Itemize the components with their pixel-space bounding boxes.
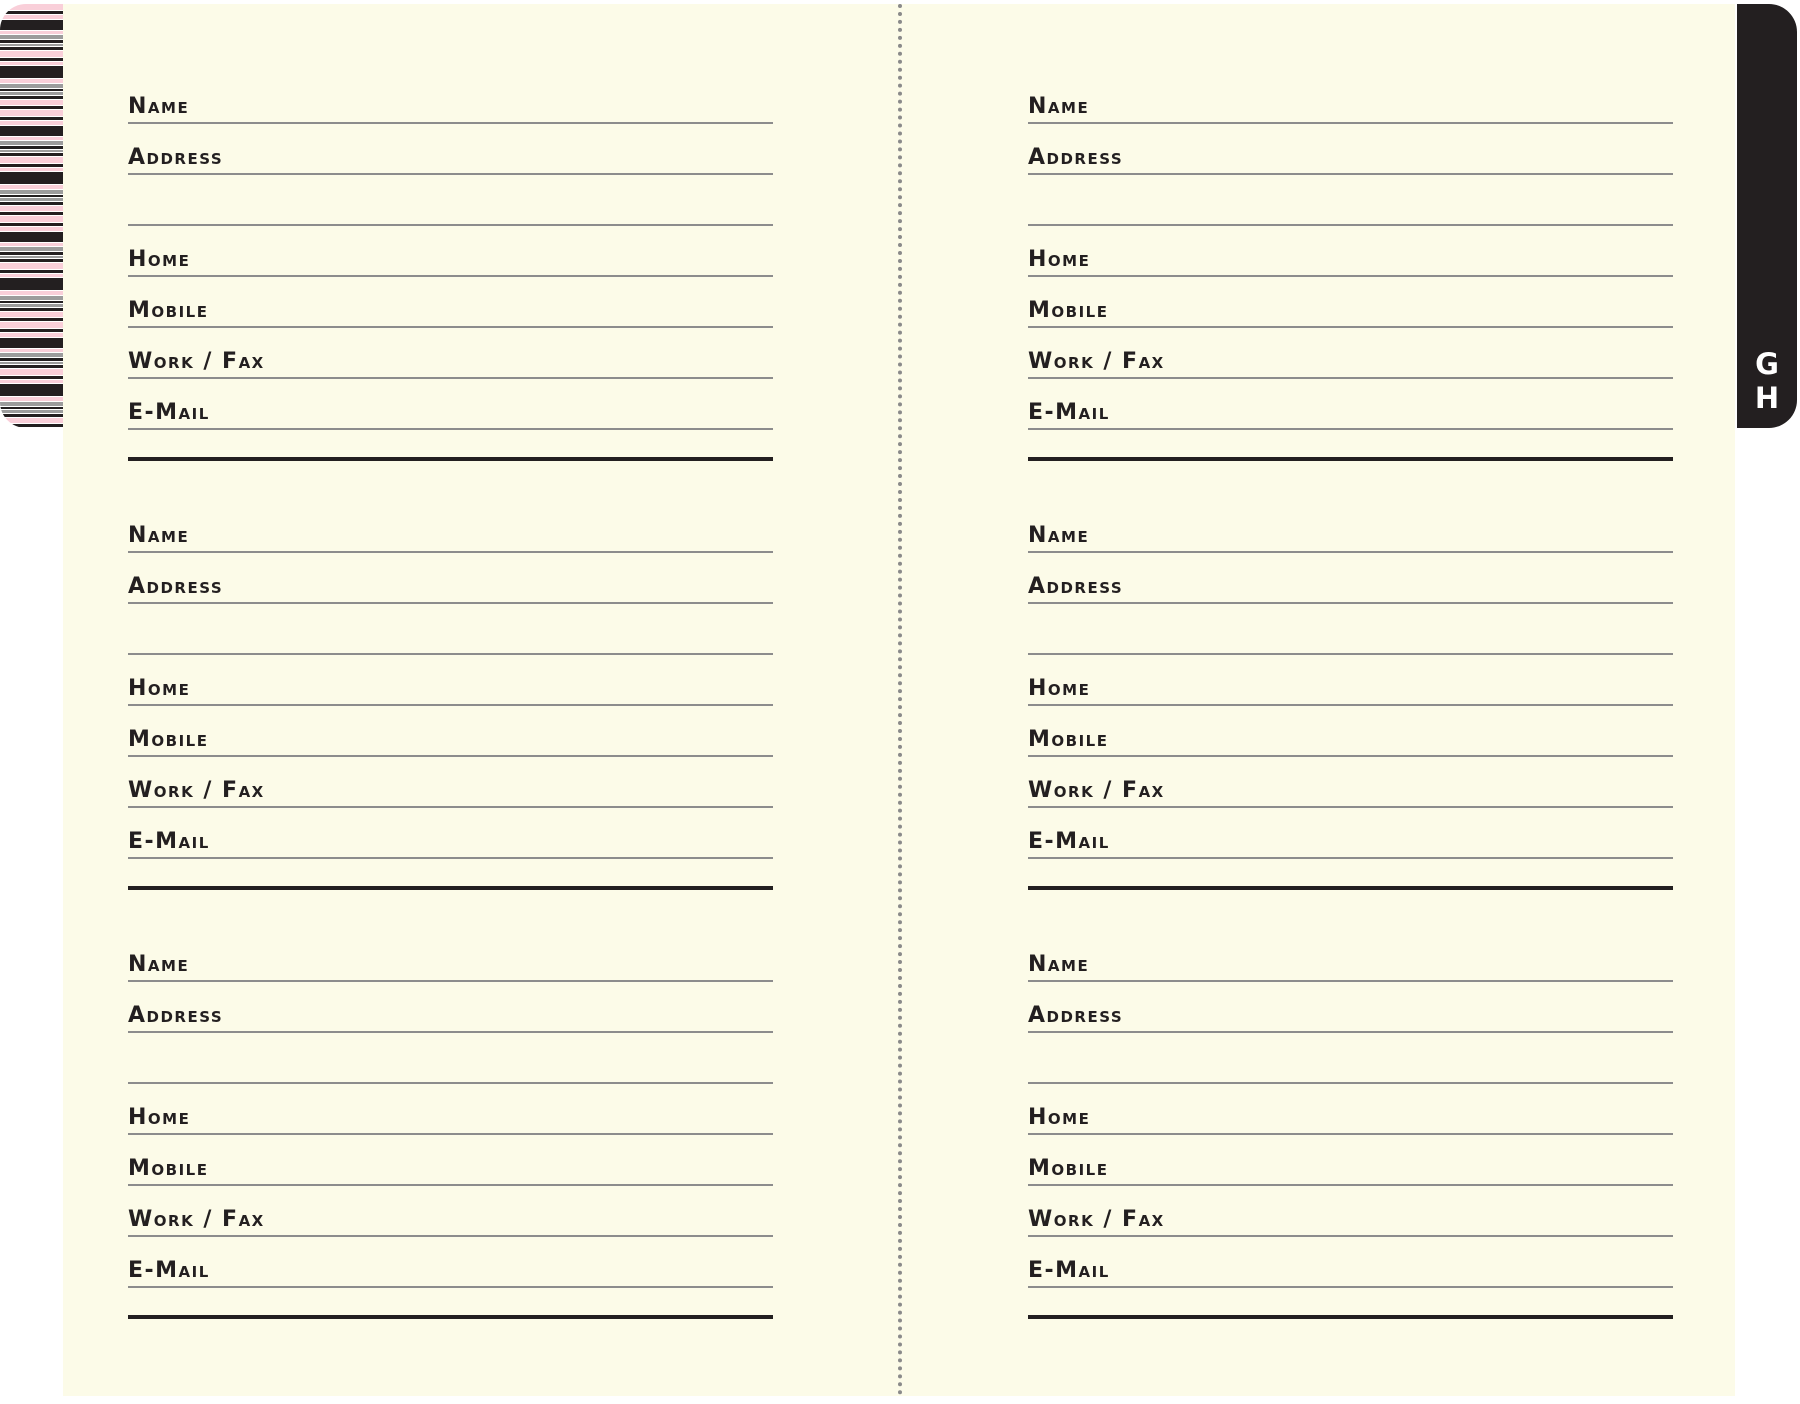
home-label: Home (128, 247, 191, 272)
name-field[interactable] (1028, 502, 1673, 553)
contact-entry (128, 29, 773, 457)
address-label: Address (1028, 1003, 1124, 1028)
contact-entry (128, 887, 773, 1315)
home-phone-field[interactable] (1028, 226, 1673, 277)
contact-entry (128, 458, 773, 886)
address-label: Address (1028, 145, 1124, 170)
address-line-2-field[interactable] (1028, 1033, 1673, 1084)
mobile-label: Mobile (128, 298, 209, 323)
alphabet-index-tab[interactable] (1737, 4, 1797, 428)
work-fax-label: Work / Fax (128, 349, 265, 374)
email-field[interactable] (128, 808, 773, 859)
mobile-field[interactable] (1028, 1135, 1673, 1186)
address-field[interactable] (1028, 553, 1673, 604)
home-phone-field[interactable] (128, 1084, 773, 1135)
mobile-field[interactable] (128, 1135, 773, 1186)
address-line-2-field[interactable] (128, 175, 773, 226)
home-label: Home (1028, 1105, 1091, 1130)
name-field[interactable] (128, 931, 773, 982)
index-tab-letter-g: G (1755, 347, 1779, 381)
contact-entry (1028, 29, 1673, 457)
mobile-field[interactable] (128, 277, 773, 328)
name-label: Name (1028, 523, 1090, 548)
email-label: E-Mail (128, 1258, 210, 1283)
work-fax-field[interactable] (1028, 1186, 1673, 1237)
address-field[interactable] (128, 982, 773, 1033)
address-label: Address (128, 574, 224, 599)
address-line-2-field[interactable] (128, 604, 773, 655)
home-label: Home (1028, 247, 1091, 272)
name-label: Name (128, 94, 190, 119)
name-label: Name (128, 523, 190, 548)
home-phone-field[interactable] (1028, 655, 1673, 706)
book-spine-stitching (898, 4, 902, 1396)
work-fax-field[interactable] (1028, 328, 1673, 379)
work-fax-field[interactable] (128, 1186, 773, 1237)
work-fax-label: Work / Fax (128, 1207, 265, 1232)
mobile-field[interactable] (1028, 706, 1673, 757)
address-field[interactable] (128, 553, 773, 604)
work-fax-field[interactable] (1028, 757, 1673, 808)
striped-page-edge (0, 4, 63, 428)
email-field[interactable] (1028, 808, 1673, 859)
address-label: Address (1028, 574, 1124, 599)
email-label: E-Mail (1028, 1258, 1110, 1283)
name-label: Name (1028, 94, 1090, 119)
entry-divider (128, 1315, 773, 1319)
index-tab-letter-h: H (1754, 381, 1780, 415)
email-label: E-Mail (128, 829, 210, 854)
home-phone-field[interactable] (1028, 1084, 1673, 1135)
home-label: Home (128, 1105, 191, 1130)
work-fax-label: Work / Fax (1028, 349, 1165, 374)
work-fax-label: Work / Fax (1028, 1207, 1165, 1232)
work-fax-label: Work / Fax (1028, 778, 1165, 803)
address-line-2-field[interactable] (1028, 604, 1673, 655)
contact-entry (1028, 458, 1673, 886)
name-field[interactable] (128, 502, 773, 553)
address-label: Address (128, 145, 224, 170)
work-fax-field[interactable] (128, 328, 773, 379)
work-fax-label: Work / Fax (128, 778, 265, 803)
address-line-2-field[interactable] (128, 1033, 773, 1084)
name-label: Name (128, 952, 190, 977)
email-label: E-Mail (1028, 400, 1110, 425)
entry-divider (1028, 1315, 1673, 1319)
address-label: Address (128, 1003, 224, 1028)
address-line-2-field[interactable] (1028, 175, 1673, 226)
home-phone-field[interactable] (128, 226, 773, 277)
home-label: Home (128, 676, 191, 701)
name-field[interactable] (128, 73, 773, 124)
name-field[interactable] (1028, 931, 1673, 982)
address-field[interactable] (1028, 982, 1673, 1033)
work-fax-field[interactable] (128, 757, 773, 808)
email-field[interactable] (1028, 1237, 1673, 1288)
mobile-field[interactable] (128, 706, 773, 757)
email-label: E-Mail (128, 400, 210, 425)
mobile-label: Mobile (1028, 1156, 1109, 1181)
name-field[interactable] (1028, 73, 1673, 124)
home-phone-field[interactable] (128, 655, 773, 706)
email-label: E-Mail (1028, 829, 1110, 854)
email-field[interactable] (128, 1237, 773, 1288)
mobile-label: Mobile (128, 1156, 209, 1181)
striped-pattern-icon (0, 4, 63, 428)
mobile-label: Mobile (1028, 298, 1109, 323)
email-field[interactable] (128, 379, 773, 430)
contact-entry (1028, 887, 1673, 1315)
address-field[interactable] (1028, 124, 1673, 175)
email-field[interactable] (1028, 379, 1673, 430)
address-field[interactable] (128, 124, 773, 175)
mobile-label: Mobile (1028, 727, 1109, 752)
home-label: Home (1028, 676, 1091, 701)
mobile-field[interactable] (1028, 277, 1673, 328)
name-label: Name (1028, 952, 1090, 977)
mobile-label: Mobile (128, 727, 209, 752)
